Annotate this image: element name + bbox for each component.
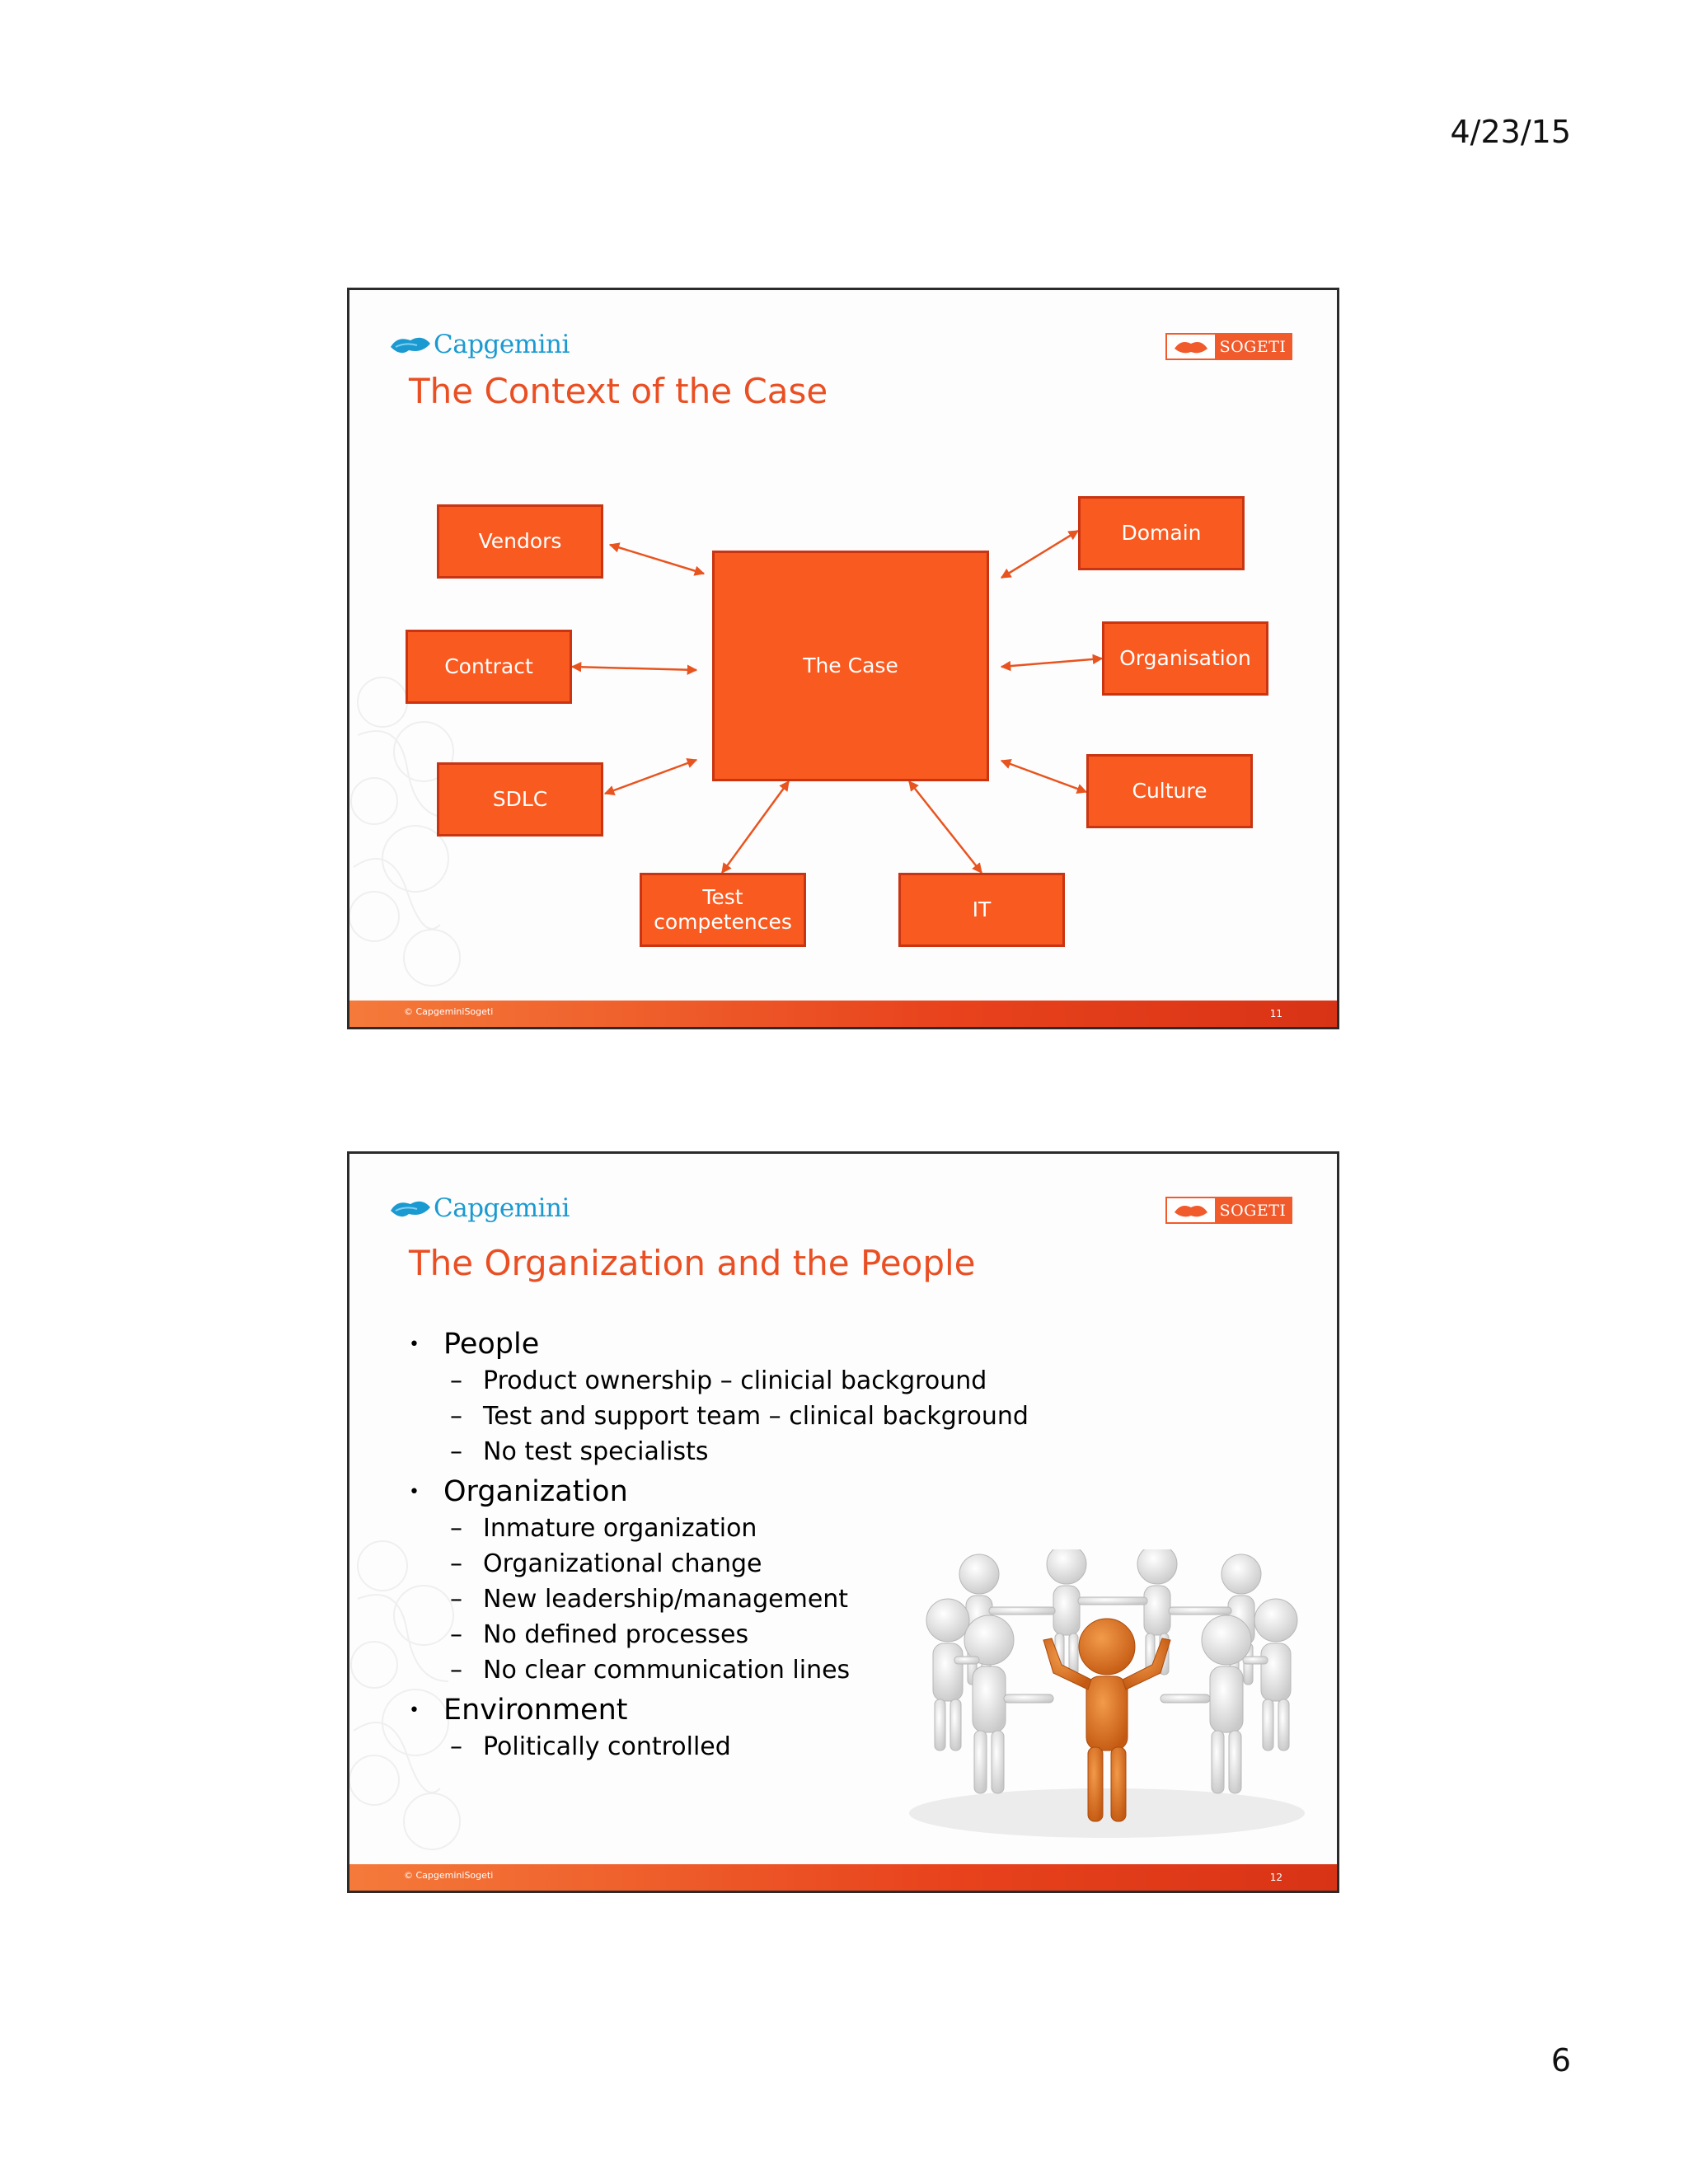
slide-title: The Context of the Case <box>409 371 828 411</box>
bullet-text: Environment <box>443 1694 628 1727</box>
page-number: 6 <box>1550 2042 1571 2079</box>
sub-bullet: – Product ownership – clinicial background <box>450 1363 1029 1399</box>
connector-it <box>909 781 982 873</box>
slide-organization-people <box>347 1151 1339 1893</box>
footer-slide-number: 11 <box>1269 1008 1282 1019</box>
footer-copyright: © CapgeminiSogeti <box>404 1870 494 1881</box>
sub-bullet: – New leadership/management <box>450 1582 1029 1617</box>
sub-bullet-text: Test and support team – clinical background <box>483 1402 1029 1431</box>
node-sdlc: SDLC <box>437 762 603 837</box>
sub-bullet: – Politically controlled <box>450 1729 1029 1765</box>
connector-sdlc <box>605 760 696 794</box>
connector-contract <box>572 667 696 670</box>
connector-vendors <box>610 545 704 574</box>
node-domain: Domain <box>1078 496 1245 570</box>
bullet-text: People <box>443 1328 540 1361</box>
slide-footer <box>349 1864 1337 1891</box>
slide-footer <box>349 1001 1337 1027</box>
page-date: 4/23/15 <box>1450 114 1571 150</box>
connector-organisation <box>1001 658 1102 667</box>
footer-copyright: © CapgeminiSogeti <box>404 1006 494 1017</box>
slide-context-of-case <box>347 288 1339 1029</box>
node-test-competences: Test competences <box>640 873 806 947</box>
bullet-text: Organization <box>443 1475 628 1508</box>
node-culture: Culture <box>1086 754 1253 828</box>
footer-slide-number: 12 <box>1269 1872 1282 1883</box>
sub-bullet-text: No clear communication lines <box>483 1656 851 1685</box>
sub-bullet: – No clear communication lines <box>450 1652 1029 1688</box>
capgemini-wordmark: Capgemini <box>434 1193 570 1223</box>
sub-bullet: – Organizational change <box>450 1546 1029 1582</box>
sub-bullet-text: No test specialists <box>483 1437 709 1466</box>
sub-bullet: – No test specialists <box>450 1434 1029 1469</box>
connector-test <box>722 781 789 873</box>
node-organisation: Organisation <box>1102 621 1268 696</box>
sub-bullet-text: New leadership/management <box>483 1585 849 1614</box>
node-the-case: The Case <box>712 551 989 781</box>
sub-bullet: – Inmature organization <box>450 1511 1029 1546</box>
sogeti-logo <box>1165 1197 1292 1224</box>
sub-bullet-text: No defined processes <box>483 1620 749 1649</box>
node-vendors: Vendors <box>437 504 603 579</box>
slide-title: The Organization and the People <box>409 1243 976 1283</box>
node-contract: Contract <box>406 630 572 704</box>
sub-bullet-text: Organizational change <box>483 1549 762 1578</box>
node-it: IT <box>898 873 1065 947</box>
bullet-dot-icon: • <box>409 1333 420 1355</box>
sub-bullet-text: Politically controlled <box>483 1732 731 1761</box>
connector-culture <box>1001 761 1086 792</box>
sogeti-wordmark: SOGETI <box>1215 335 1291 359</box>
sub-bullet: – Test and support team – clinical background <box>450 1399 1029 1434</box>
capgemini-logo <box>389 1193 570 1223</box>
sub-bullet: – No defined processes <box>450 1617 1029 1652</box>
sogeti-wordmark: SOGETI <box>1215 1198 1291 1222</box>
people-circle-illustration <box>897 1549 1317 1846</box>
bullet-dot-icon: • <box>409 1699 420 1721</box>
bullet-dot-icon: • <box>409 1481 420 1502</box>
sogeti-spade-icon <box>1173 1201 1209 1221</box>
bullet-people <box>404 1325 1029 1469</box>
connector-domain <box>1001 531 1078 578</box>
sub-bullet-text: Product ownership – clinicial background <box>483 1366 987 1395</box>
capgemini-wordmark: Capgemini <box>434 330 570 359</box>
capgemini-spade-icon <box>389 1196 432 1221</box>
sub-bullet-text: Inmature organization <box>483 1514 757 1543</box>
